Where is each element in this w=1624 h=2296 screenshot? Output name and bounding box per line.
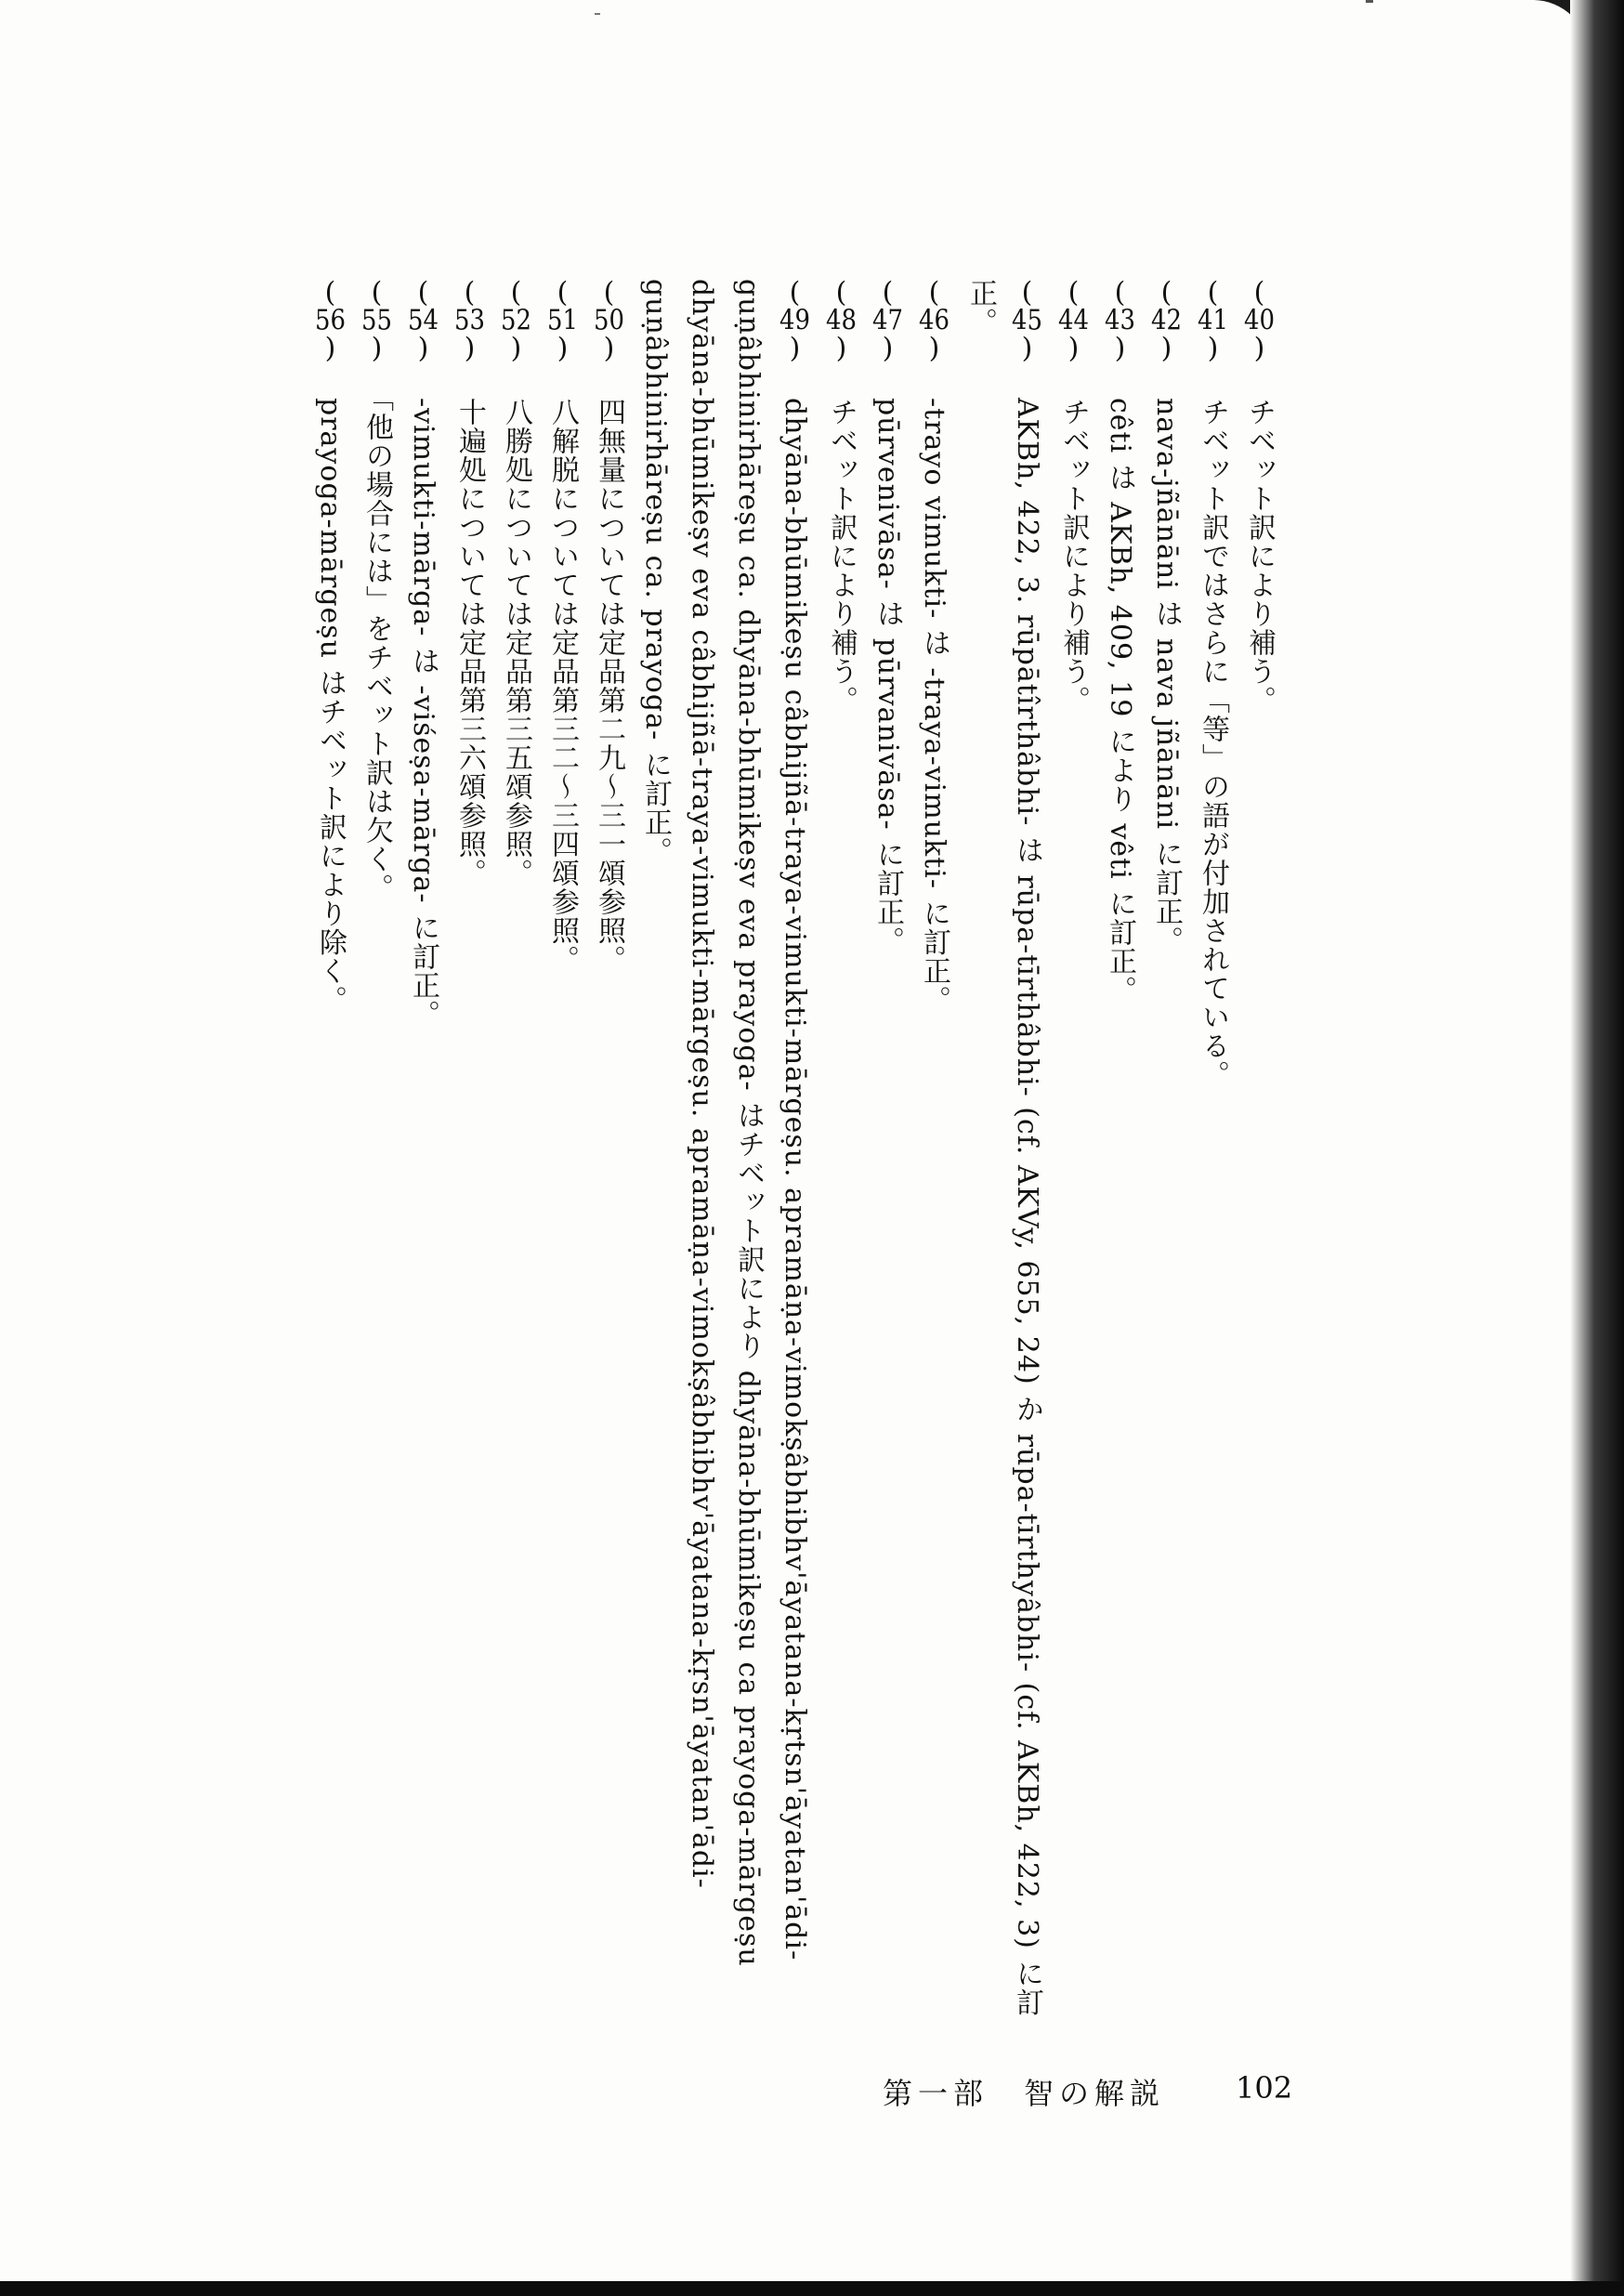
section-title: 第一部 智の解説 (883, 2076, 1166, 2111)
note-45 (957, 279, 1050, 2063)
note-number: (45) (1012, 279, 1042, 362)
note-51 (539, 279, 585, 2063)
note-text: 「他の場合には」をチベット訳は欠く。 (360, 398, 393, 902)
note-text: チベット訳により補う。 (1243, 398, 1276, 715)
scan-bottom-edge (0, 2281, 1624, 2296)
note-number: (53) (454, 279, 485, 362)
note-46 (910, 279, 957, 2063)
note-48 (818, 279, 864, 2063)
note-text: 四無量については定品第二九～三一頌参照。 (593, 398, 625, 974)
note-number: (55) (361, 279, 392, 362)
note-text: 十遍処については定品第三六頌参照。 (453, 398, 486, 887)
notes-column-block (251, 279, 1282, 2063)
note-50 (585, 279, 632, 2063)
note-text: -vimukti-mārga- は -viśeṣa-mārga- に訂正。 (407, 398, 439, 1030)
note-number: (48) (826, 279, 857, 362)
note-number: (46) (919, 279, 950, 362)
note-44 (1050, 279, 1096, 2063)
note-text: 八解脱については定品第三二～三四頌参照。 (546, 398, 579, 974)
note-54 (399, 279, 446, 2063)
note-number: (44) (1058, 279, 1089, 362)
note-number: (41) (1198, 279, 1228, 362)
note-49 (632, 279, 818, 2063)
note-40 (1236, 279, 1282, 2063)
note-41 (1189, 279, 1236, 2063)
note-52 (492, 279, 539, 2063)
page-edge-shadow (1570, 0, 1624, 2296)
scan-speck (1366, 0, 1373, 3)
note-42 (1143, 279, 1189, 2063)
note-number: (49) (779, 279, 810, 362)
note-text: チベット訳により補う。 (1057, 398, 1090, 715)
note-number: (52) (501, 279, 531, 362)
note-number: (50) (594, 279, 624, 362)
note-55 (353, 279, 399, 2063)
note-text: チベット訳により補う。 (825, 398, 858, 715)
note-47 (864, 279, 910, 2063)
note-text: cêti は AKBh, 409, 19 により vêti に訂正。 (1104, 398, 1136, 1005)
page-number: 102 (1236, 2070, 1293, 2106)
note-text: チベット訳ではさらに「等」の語が付加されている。 (1197, 398, 1229, 1089)
note-number: (47) (872, 279, 903, 362)
note-text: nava-jñānāni は nava jñānāni に訂正。 (1150, 398, 1183, 955)
note-56 (307, 279, 353, 2063)
note-text: pūrvenivāsa- は pūrvanivāsa- に訂正。 (871, 398, 904, 956)
note-number: (56) (315, 279, 346, 362)
note-number: (40) (1244, 279, 1275, 362)
running-footer (864, 2070, 1329, 2111)
note-text: prayoga-mārgeṣu はチベット訳により除く。 (314, 398, 347, 1015)
note-text: dhyāna-bhūmikeṣu câbhijñā-traya-vimukti-mārgeṣu. apramāṇa-vimokṣâbhibhv'āyatana-kṛtsn'āyatan'ādi-guṇâbhinirhāreṣu ca. dhyāna-bhūmikeṣv eva prayoga- はチベット訳により dhyāna-bhūmikeṣu ca prayoga-mārgeṣu dhyāna-bhūmikeṣv eva câbhijñā-traya-vimukti-mārgeṣu. apramāṇa-vimokṣâbhibhv'āyatana-kṛsn'āyatan'ādi-guṇâbhinirhāreṣu ca. prayoga- に訂正。 (639, 279, 811, 1967)
note-text: AKBh, 422, 3. rūpātîrthâbhi- は rūpa-tīrthâbhi- (cf. AKVy, 655, 24) か rūpa-tīrthyâbhi- (cf. AKBh, 422, 3) に訂正。 (964, 279, 1043, 2017)
note-text: -trayo vimukti- は -traya-vimukti- に訂正。 (918, 398, 950, 1015)
note-number: (54) (408, 279, 439, 362)
note-53 (446, 279, 492, 2063)
note-43 (1096, 279, 1143, 2063)
note-number: (43) (1105, 279, 1135, 362)
note-text: 八勝処については定品第三五頌参照。 (500, 398, 532, 887)
note-number: (42) (1151, 279, 1182, 362)
note-number: (51) (547, 279, 578, 362)
scan-speck (595, 13, 600, 15)
